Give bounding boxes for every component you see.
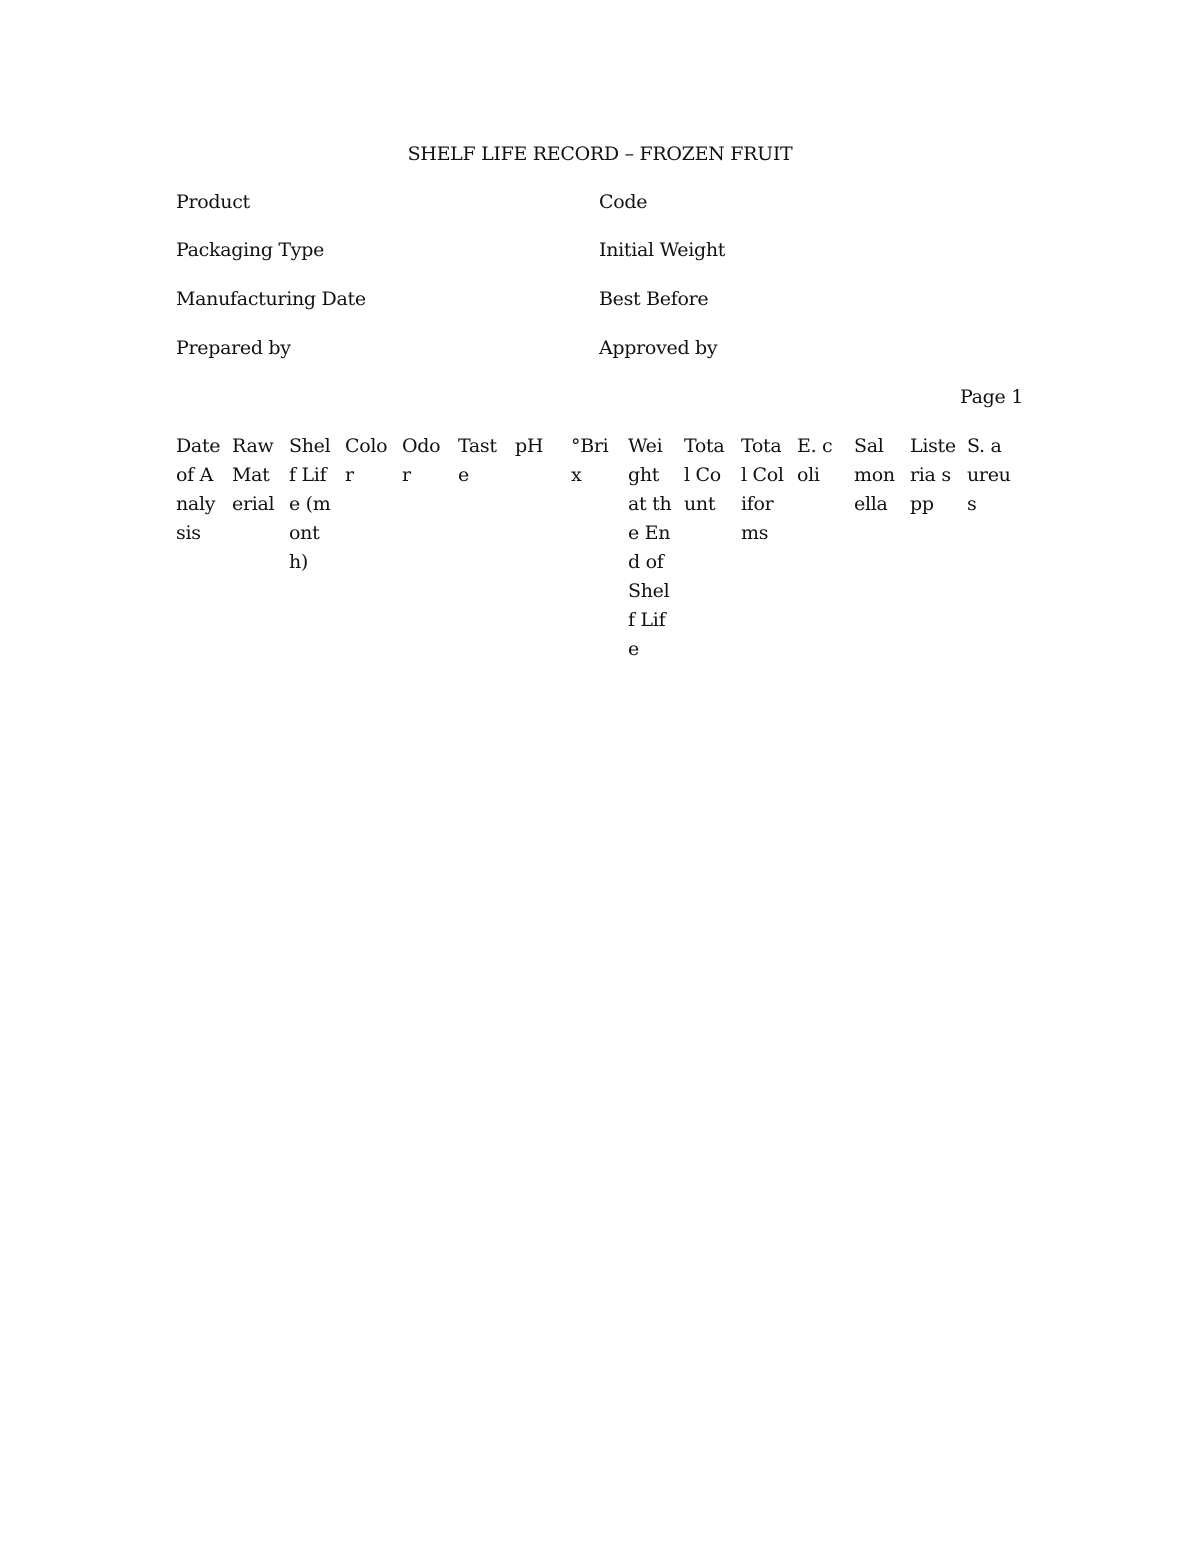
header-raw-material: Raw Material xyxy=(232,435,275,515)
document-title: SHELF LIFE RECORD – FROZEN FRUIT xyxy=(407,143,793,165)
packaging-type-label: Packaging Type xyxy=(176,239,325,261)
header-brix: °Brix xyxy=(571,435,609,486)
header-salmonella: Salmonella xyxy=(854,435,895,515)
header-s-aureus: S. aureus xyxy=(967,435,1011,515)
results-table-header xyxy=(176,432,1036,712)
code-label: Code xyxy=(599,191,648,213)
header-odor: Odor xyxy=(402,435,441,486)
header-weight-end-shelf-life: Weight at the End of Shelf Life xyxy=(628,435,672,660)
initial-weight-label: Initial Weight xyxy=(599,239,726,261)
manufacturing-date-label: Manufacturing Date xyxy=(176,288,366,310)
header-ph: pH xyxy=(515,435,544,457)
header-total-count: Total Count xyxy=(684,435,725,515)
header-date-of-analysis: Date of Analysis xyxy=(176,435,221,544)
header-taste: Taste xyxy=(458,435,497,486)
best-before-label: Best Before xyxy=(599,288,709,310)
approved-by-label: Approved by xyxy=(599,337,718,359)
prepared-by-label: Prepared by xyxy=(176,337,291,359)
product-label: Product xyxy=(176,191,250,213)
header-shelf-life: Shelf Life (month) xyxy=(289,435,331,573)
header-color: Color xyxy=(345,435,388,486)
header-total-coliforms: Total Coliforms xyxy=(741,435,784,544)
page-number: Page 1 xyxy=(960,386,1023,408)
header-e-coli: E. coli xyxy=(797,435,833,486)
header-listeria: Listeria spp xyxy=(910,435,956,515)
